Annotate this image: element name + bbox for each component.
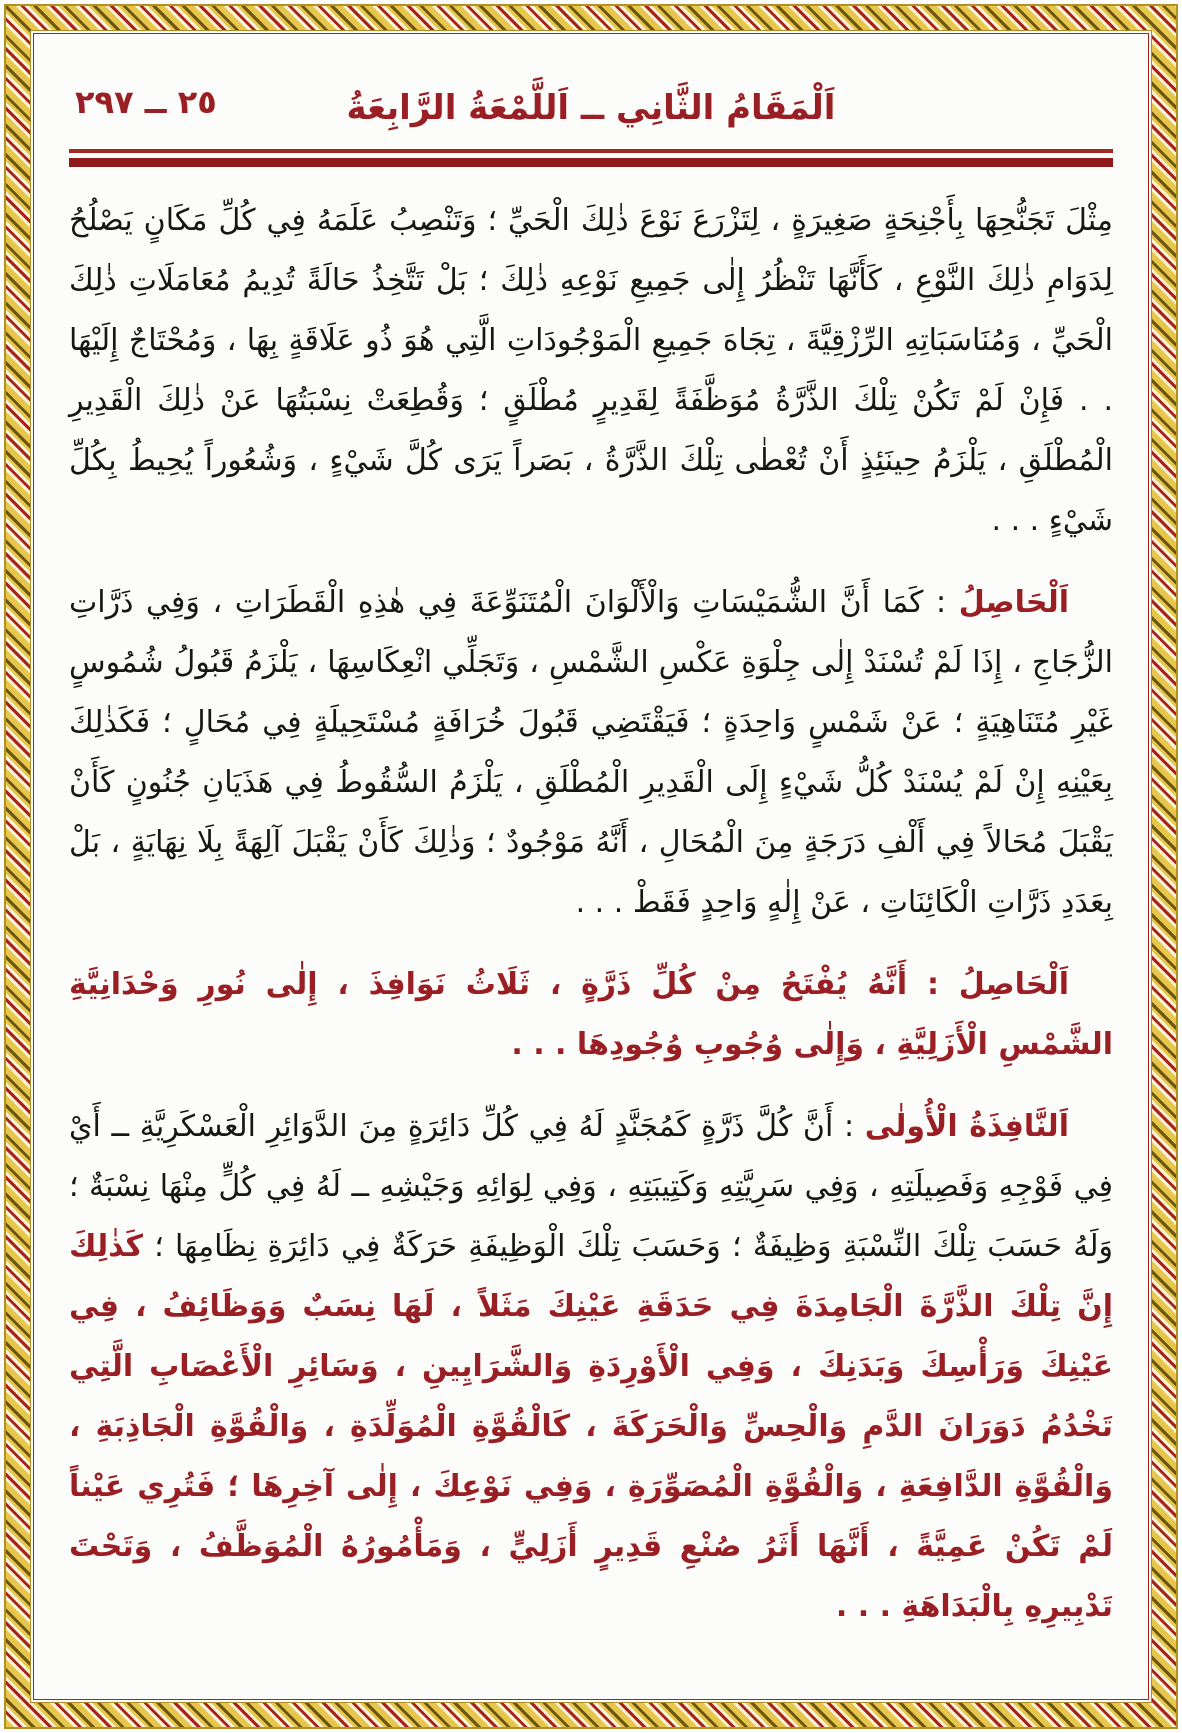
header-rule-thick <box>69 158 1113 167</box>
emphasis-segment: اَلْحَاصِلُ <box>958 585 1069 620</box>
paragraph <box>69 955 1113 1075</box>
page-title: اَلْمَقَامُ الثَّانِي ــ اَللَّمْعَةُ الرَّابِعَةُ <box>346 88 836 128</box>
text-segment: : أَنَّ كُلَّ ذَرَّةٍ كَمُجَنَّدٍ لَهُ فِي كُلِّ دَائِرَةٍ مِنَ الدَّوَائِرِ الْعَسْكَرِيَّةِ ــ أَيْ فِي فَوْجِهِ وَفَصِيلَتِهِ ، وَفِي سَرِيَّتِهِ وَكَتِيبَتِهِ ، وَفِي لِوَائِهِ وَجَيْشِهِ ــ لَهُ فِي كُلٍّ مِنْهَا نِسْبَةٌ ؛ وَلَهُ حَسَبَ تِلْكَ النِّسْبَةِ وَظِيفَةٌ ؛ وَحَسَبَ تِلْكَ الْوَظِيفَةِ حَرَكَةٌ فِي دَائِرَةِ نِظَامِهَا ؛ <box>69 1109 1113 1264</box>
emphasis-segment: كَذٰلِكَ إِنَّ تِلْكَ الذَّرَّةَ الْجَامِدَةَ فِي حَدَقَةِ عَيْنِكَ مَثَلاً ، لَهَا نِسَبٌ وَوَظَائِفُ ، فِي عَيْنِكَ وَرَأْسِكَ وَبَدَنِكَ ، وَفِي الْأَوْرِدَةِ وَالشَّرَايِينِ ، وَسَائِرِ الْأَعْصَابِ الَّتِي تَخْدُمُ دَوَرَانَ الدَّمِ وَالْحِسِّ وَالْحَرَكَةَ ، كَالْقُوَّةِ الْمُوَلِّدَةِ ، وَالْقُوَّةِ الْجَاذِبَةِ ، وَالْقُوَّةِ الدَّافِعَةِ ، وَالْقُوَّةِ الْمُصَوِّرَةِ ، وَفِي نَوْعِكَ ، إِلٰى آخِرِهَا ؛ فَتُرِي عَيْناً لَمْ تَكُنْ عَمِيَّةً ، أَنَّهَا أَثَرُ صُنْعِ قَدِيرٍ أَزَلِيٍّ ، وَمَأْمُورُهُ الْمُوَظَّفُ ، وَتَحْتَ تَدْبِيرِهِ بِالْبَدَاهَةِ . . . <box>69 1229 1113 1624</box>
page-header <box>69 73 1113 143</box>
paragraph <box>69 573 1113 933</box>
paragraph <box>69 1097 1113 1637</box>
emphasis-segment: اَلنَّافِذَةُ الْأُولٰى <box>864 1109 1069 1144</box>
text-segment: مِثْلَ تَجَنُّحِهَا بِأَجْنِحَةٍ صَغِيرَةٍ ، لِتَزْرَعَ نَوْعَ ذٰلِكَ الْحَيِّ ؛ وَتَنْصِبُ عَلَمَهُ فِي كُلِّ مَكَانٍ يَصْلُحُ لِدَوَامِ ذٰلِكَ النَّوْعِ ، كَأَنَّهَا تَنْظُرُ إِلٰى جَمِيعِ نَوْعِهِ ذٰلِكَ ؛ بَلْ تَتَّخِذُ حَالَةً تُدِيمُ مُعَامَلَاتِ ذٰلِكَ الْحَيِّ ، وَمُنَاسَبَاتِهِ الرِّزْقِيَّةَ ، تِجَاهَ جَمِيعِ الْمَوْجُودَاتِ الَّتِي هُوَ ذُو عَلَاقَةٍ بِهَا ، وَمُحْتَاجٌ إِلَيْهَا . . فَإِنْ لَمْ تَكُنْ تِلْكَ الذَّرَّةُ مُوَظَّفَةً لِقَدِيرٍ مُطْلَقٍ ؛ وَقُطِعَتْ نِسْبَتُهَا عَنْ ذٰلِكَ الْقَدِيرِ الْمُطْلَقِ ، يَلْزَمُ حِينَئِذٍ أَنْ تُعْطٰى تِلْكَ الذَّرَّةُ ، بَصَراً يَرَى كُلَّ شَيْءٍ ، وَشُعُوراً يُحِيطُ بِكُلِّ شَيْءٍ . . . <box>69 203 1113 538</box>
text-segment: : كَمَا أَنَّ الشُّمَيْسَاتِ وَالْأَلْوَانَ الْمُتَنَوِّعَةَ فِي هٰذِهِ الْقَطَرَاتِ ، وَفِي ذَرَّاتِ الزُّجَاجِ ، إِذَا لَمْ تُسْنَدْ إِلٰى جِلْوَةِ عَكْسِ الشَّمْسِ ، وَتَجَلِّي انْعِكَاسِهَا ، يَلْزَمُ قَبُولُ شُمُوسٍ غَيْرِ مُتَنَاهِيَةٍ ؛ عَنْ شَمْسٍ وَاحِدَةٍ ؛ فَيَقْتَضِي قَبُولَ خُرَافَةٍ مُسْتَحِيلَةٍ فِي مُحَالٍ ؛ فَكَذٰلِكَ بِعَيْنِهِ إِنْ لَمْ يُسْنَدْ كُلُّ شَيْءٍ إِلَى الْقَدِيرِ الْمُطْلَقِ ، يَلْزَمُ السُّقُوطُ فِي هَذَيَانِ جُنُونٍ كَأَنْ يَقْبَلَ مُحَالاً فِي أَلْفِ دَرَجَةٍ مِنَ الْمُحَالِ ، أَنَّهُ مَوْجُودٌ ؛ وَذٰلِكَ كَأَنْ يَقْبَلَ آلِهَةً بِلَا نِهَايَةٍ ، بَلْ بِعَدَدِ ذَرَّاتِ الْكَائِنَاتِ ، عَنْ إِلٰهٍ وَاحِدٍ فَقَطْ . . . <box>69 585 1113 920</box>
paragraph <box>69 191 1113 551</box>
header-rule-thin <box>69 149 1113 153</box>
page-number: ٢٥ ــ ٢٩٧ <box>75 83 217 121</box>
emphasis-segment: اَلْحَاصِلُ : أَنَّهُ يُفْتَحُ مِنْ كُلِّ ذَرَّةٍ ، ثَلَاثُ نَوَافِذَ ، إِلٰى نُورِ وَحْدَانِيَّةِ الشَّمْسِ الْأَزَلِيَّةِ ، وَإِلٰى وُجُوبِ وُجُودِهَا . . . <box>69 967 1113 1062</box>
page-sheet <box>30 30 1152 1703</box>
body-text <box>69 191 1113 1637</box>
